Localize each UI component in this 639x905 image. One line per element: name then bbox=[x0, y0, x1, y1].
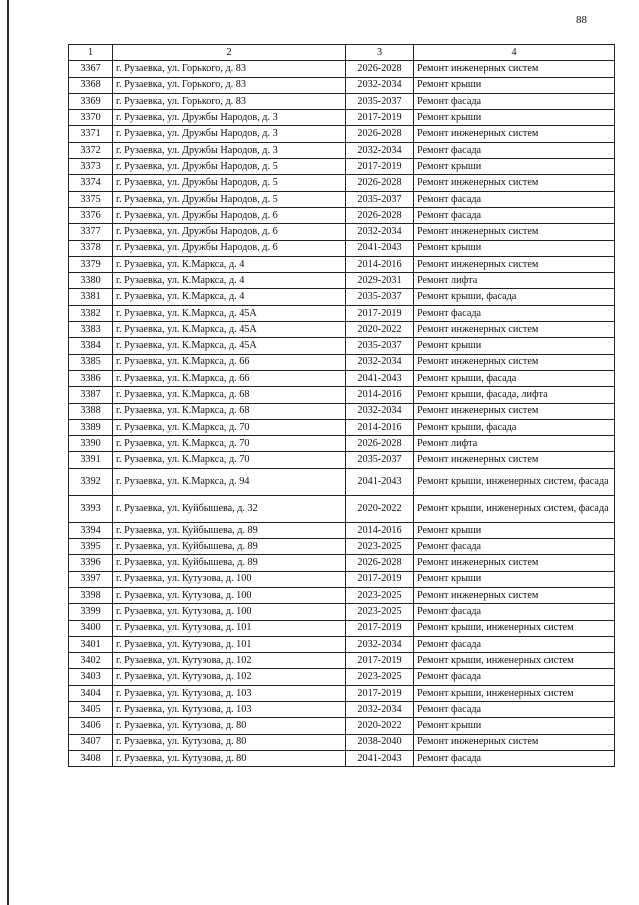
row-number-cell: 3381 bbox=[69, 289, 113, 305]
period-cell: 2026-2028 bbox=[346, 207, 414, 223]
period-cell: 2032-2034 bbox=[346, 403, 414, 419]
period-cell: 2017-2019 bbox=[346, 685, 414, 701]
table-row bbox=[69, 61, 615, 77]
table-row bbox=[69, 207, 615, 223]
table-row bbox=[69, 750, 615, 766]
work-type-cell: Ремонт фасада bbox=[414, 207, 615, 223]
work-type-cell: Ремонт лифта bbox=[414, 273, 615, 289]
table-row bbox=[69, 718, 615, 734]
period-cell: 2026-2028 bbox=[346, 61, 414, 77]
row-number-cell: 3375 bbox=[69, 191, 113, 207]
table-row bbox=[69, 587, 615, 603]
address-cell: г. Рузаевка, ул. Куйбышева, д. 32 bbox=[113, 495, 346, 522]
address-cell: г. Рузаевка, ул. К.Маркса, д. 4 bbox=[113, 256, 346, 272]
address-cell: г. Рузаевка, ул. Кутузова, д. 100 bbox=[113, 587, 346, 603]
work-type-cell: Ремонт инженерных систем bbox=[414, 322, 615, 338]
address-cell: г. Рузаевка, ул. Дружбы Народов, д. 3 bbox=[113, 110, 346, 126]
work-type-cell: Ремонт крыши, инженерных систем, фасада bbox=[414, 495, 615, 522]
table-row bbox=[69, 77, 615, 93]
period-cell: 2017-2019 bbox=[346, 620, 414, 636]
row-number-cell: 3402 bbox=[69, 653, 113, 669]
table-row bbox=[69, 734, 615, 750]
period-cell: 2023-2025 bbox=[346, 604, 414, 620]
table-header bbox=[69, 45, 615, 61]
period-cell: 2017-2019 bbox=[346, 305, 414, 321]
work-type-cell: Ремонт фасада bbox=[414, 636, 615, 652]
work-type-cell: Ремонт крыши, инженерных систем, фасада bbox=[414, 468, 615, 495]
address-cell: г. Рузаевка, ул. Дружбы Народов, д. 5 bbox=[113, 159, 346, 175]
work-type-cell: Ремонт крыши bbox=[414, 77, 615, 93]
period-cell: 2032-2034 bbox=[346, 701, 414, 717]
address-cell: г. Рузаевка, ул. К.Маркса, д. 45А bbox=[113, 338, 346, 354]
address-cell: г. Рузаевка, ул. Кутузова, д. 101 bbox=[113, 620, 346, 636]
table-row bbox=[69, 701, 615, 717]
period-cell: 2029-2031 bbox=[346, 273, 414, 289]
row-number-cell: 3395 bbox=[69, 539, 113, 555]
work-type-cell: Ремонт крыши, инженерных систем bbox=[414, 685, 615, 701]
period-cell: 2017-2019 bbox=[346, 159, 414, 175]
table-row bbox=[69, 620, 615, 636]
table-row bbox=[69, 322, 615, 338]
page-number: 88 bbox=[576, 14, 587, 26]
period-cell: 2014-2016 bbox=[346, 419, 414, 435]
row-number-cell: 3400 bbox=[69, 620, 113, 636]
work-type-cell: Ремонт инженерных систем bbox=[414, 175, 615, 191]
period-cell: 2035-2037 bbox=[346, 93, 414, 109]
row-number-cell: 3378 bbox=[69, 240, 113, 256]
period-cell: 2032-2034 bbox=[346, 636, 414, 652]
table-row bbox=[69, 669, 615, 685]
table-row bbox=[69, 305, 615, 321]
address-cell: г. Рузаевка, ул. Куйбышева, д. 89 bbox=[113, 555, 346, 571]
row-number-cell: 3371 bbox=[69, 126, 113, 142]
address-cell: г. Рузаевка, ул. Дружбы Народов, д. 6 bbox=[113, 207, 346, 223]
address-cell: г. Рузаевка, ул. К.Маркса, д. 45А bbox=[113, 305, 346, 321]
work-type-cell: Ремонт инженерных систем bbox=[414, 224, 615, 240]
repair-schedule-table bbox=[68, 44, 615, 767]
row-number-cell: 3408 bbox=[69, 750, 113, 766]
column-header: 3 bbox=[346, 45, 414, 61]
work-type-cell: Ремонт крыши bbox=[414, 718, 615, 734]
address-cell: г. Рузаевка, ул. Кутузова, д. 102 bbox=[113, 669, 346, 685]
row-number-cell: 3387 bbox=[69, 387, 113, 403]
work-type-cell: Ремонт инженерных систем bbox=[414, 403, 615, 419]
period-cell: 2026-2028 bbox=[346, 436, 414, 452]
table-row bbox=[69, 126, 615, 142]
address-cell: г. Рузаевка, ул. К.Маркса, д. 94 bbox=[113, 468, 346, 495]
period-cell: 2023-2025 bbox=[346, 539, 414, 555]
address-cell: г. Рузаевка, ул. К.Маркса, д. 4 bbox=[113, 289, 346, 305]
work-type-cell: Ремонт инженерных систем bbox=[414, 555, 615, 571]
period-cell: 2026-2028 bbox=[346, 555, 414, 571]
table-row bbox=[69, 354, 615, 370]
address-cell: г. Рузаевка, ул. Кутузова, д. 103 bbox=[113, 701, 346, 717]
work-type-cell: Ремонт крыши bbox=[414, 522, 615, 538]
row-number-cell: 3386 bbox=[69, 370, 113, 386]
address-cell: г. Рузаевка, ул. Куйбышева, д. 89 bbox=[113, 522, 346, 538]
row-number-cell: 3403 bbox=[69, 669, 113, 685]
work-type-cell: Ремонт инженерных систем bbox=[414, 734, 615, 750]
address-cell: г. Рузаевка, ул. К.Маркса, д. 45А bbox=[113, 322, 346, 338]
work-type-cell: Ремонт инженерных систем bbox=[414, 256, 615, 272]
row-number-cell: 3383 bbox=[69, 322, 113, 338]
table-row bbox=[69, 571, 615, 587]
work-type-cell: Ремонт фасада bbox=[414, 539, 615, 555]
work-type-cell: Ремонт инженерных систем bbox=[414, 126, 615, 142]
row-number-cell: 3372 bbox=[69, 142, 113, 158]
column-header: 2 bbox=[113, 45, 346, 61]
table-row bbox=[69, 338, 615, 354]
work-type-cell: Ремонт фасада bbox=[414, 604, 615, 620]
period-cell: 2038-2040 bbox=[346, 734, 414, 750]
table-row bbox=[69, 653, 615, 669]
table-row bbox=[69, 539, 615, 555]
address-cell: г. Рузаевка, ул. Кутузова, д. 80 bbox=[113, 750, 346, 766]
row-number-cell: 3391 bbox=[69, 452, 113, 468]
work-type-cell: Ремонт крыши, инженерных систем bbox=[414, 653, 615, 669]
column-header: 1 bbox=[69, 45, 113, 61]
table-row bbox=[69, 636, 615, 652]
work-type-cell: Ремонт крыши bbox=[414, 110, 615, 126]
work-type-cell: Ремонт инженерных систем bbox=[414, 452, 615, 468]
row-number-cell: 3385 bbox=[69, 354, 113, 370]
table-row bbox=[69, 256, 615, 272]
period-cell: 2032-2034 bbox=[346, 77, 414, 93]
page-edge-line bbox=[7, 0, 9, 905]
work-type-cell: Ремонт крыши bbox=[414, 240, 615, 256]
period-cell: 2023-2025 bbox=[346, 587, 414, 603]
period-cell: 2014-2016 bbox=[346, 256, 414, 272]
row-number-cell: 3405 bbox=[69, 701, 113, 717]
period-cell: 2014-2016 bbox=[346, 387, 414, 403]
address-cell: г. Рузаевка, ул. Дружбы Народов, д. 6 bbox=[113, 240, 346, 256]
address-cell: г. Рузаевка, ул. Кутузова, д. 103 bbox=[113, 685, 346, 701]
period-cell: 2032-2034 bbox=[346, 142, 414, 158]
table-row bbox=[69, 142, 615, 158]
table-row bbox=[69, 370, 615, 386]
row-number-cell: 3382 bbox=[69, 305, 113, 321]
work-type-cell: Ремонт крыши bbox=[414, 338, 615, 354]
row-number-cell: 3394 bbox=[69, 522, 113, 538]
row-number-cell: 3397 bbox=[69, 571, 113, 587]
table-row bbox=[69, 604, 615, 620]
row-number-cell: 3396 bbox=[69, 555, 113, 571]
address-cell: г. Рузаевка, ул. Кутузова, д. 100 bbox=[113, 571, 346, 587]
row-number-cell: 3368 bbox=[69, 77, 113, 93]
row-number-cell: 3389 bbox=[69, 419, 113, 435]
table-row bbox=[69, 522, 615, 538]
period-cell: 2017-2019 bbox=[346, 571, 414, 587]
table-row bbox=[69, 452, 615, 468]
table-row bbox=[69, 436, 615, 452]
row-number-cell: 3373 bbox=[69, 159, 113, 175]
address-cell: г. Рузаевка, ул. К.Маркса, д. 70 bbox=[113, 419, 346, 435]
address-cell: г. Рузаевка, ул. Кутузова, д. 102 bbox=[113, 653, 346, 669]
address-cell: г. Рузаевка, ул. Кутузова, д. 80 bbox=[113, 718, 346, 734]
period-cell: 2017-2019 bbox=[346, 110, 414, 126]
table-row bbox=[69, 387, 615, 403]
row-number-cell: 3379 bbox=[69, 256, 113, 272]
row-number-cell: 3376 bbox=[69, 207, 113, 223]
work-type-cell: Ремонт крыши, фасада bbox=[414, 289, 615, 305]
row-number-cell: 3374 bbox=[69, 175, 113, 191]
address-cell: г. Рузаевка, ул. К.Маркса, д. 68 bbox=[113, 387, 346, 403]
table-row bbox=[69, 419, 615, 435]
address-cell: г. Рузаевка, ул. К.Маркса, д. 66 bbox=[113, 370, 346, 386]
row-number-cell: 3369 bbox=[69, 93, 113, 109]
work-type-cell: Ремонт фасада bbox=[414, 750, 615, 766]
row-number-cell: 3407 bbox=[69, 734, 113, 750]
work-type-cell: Ремонт фасада bbox=[414, 93, 615, 109]
table-body bbox=[69, 61, 615, 767]
address-cell: г. Рузаевка, ул. К.Маркса, д. 66 bbox=[113, 354, 346, 370]
row-number-cell: 3390 bbox=[69, 436, 113, 452]
work-type-cell: Ремонт крыши, фасада, лифта bbox=[414, 387, 615, 403]
work-type-cell: Ремонт фасада bbox=[414, 191, 615, 207]
row-number-cell: 3398 bbox=[69, 587, 113, 603]
row-number-cell: 3401 bbox=[69, 636, 113, 652]
row-number-cell: 3370 bbox=[69, 110, 113, 126]
table-row bbox=[69, 289, 615, 305]
table-row bbox=[69, 110, 615, 126]
work-type-cell: Ремонт фасада bbox=[414, 142, 615, 158]
row-number-cell: 3399 bbox=[69, 604, 113, 620]
work-type-cell: Ремонт фасада bbox=[414, 669, 615, 685]
table-row bbox=[69, 403, 615, 419]
period-cell: 2023-2025 bbox=[346, 669, 414, 685]
work-type-cell: Ремонт инженерных систем bbox=[414, 354, 615, 370]
period-cell: 2041-2043 bbox=[346, 750, 414, 766]
period-cell: 2020-2022 bbox=[346, 718, 414, 734]
address-cell: г. Рузаевка, ул. Кутузова, д. 101 bbox=[113, 636, 346, 652]
address-cell: г. Рузаевка, ул. Куйбышева, д. 89 bbox=[113, 539, 346, 555]
row-number-cell: 3388 bbox=[69, 403, 113, 419]
row-number-cell: 3393 bbox=[69, 495, 113, 522]
work-type-cell: Ремонт инженерных систем bbox=[414, 61, 615, 77]
column-header: 4 bbox=[414, 45, 615, 61]
period-cell: 2035-2037 bbox=[346, 289, 414, 305]
address-cell: г. Рузаевка, ул. Дружбы Народов, д. 3 bbox=[113, 126, 346, 142]
period-cell: 2041-2043 bbox=[346, 370, 414, 386]
table-row bbox=[69, 240, 615, 256]
work-type-cell: Ремонт крыши, фасада bbox=[414, 370, 615, 386]
period-cell: 2041-2043 bbox=[346, 468, 414, 495]
row-number-cell: 3404 bbox=[69, 685, 113, 701]
address-cell: г. Рузаевка, ул. Дружбы Народов, д. 3 bbox=[113, 142, 346, 158]
period-cell: 2014-2016 bbox=[346, 522, 414, 538]
row-number-cell: 3392 bbox=[69, 468, 113, 495]
table-row bbox=[69, 685, 615, 701]
work-type-cell: Ремонт лифта bbox=[414, 436, 615, 452]
address-cell: г. Рузаевка, ул. Дружбы Народов, д. 5 bbox=[113, 191, 346, 207]
table-row bbox=[69, 175, 615, 191]
table-row bbox=[69, 191, 615, 207]
row-number-cell: 3406 bbox=[69, 718, 113, 734]
work-type-cell: Ремонт инженерных систем bbox=[414, 587, 615, 603]
address-cell: г. Рузаевка, ул. К.Маркса, д. 70 bbox=[113, 436, 346, 452]
table-row bbox=[69, 93, 615, 109]
table-row bbox=[69, 495, 615, 522]
row-number-cell: 3377 bbox=[69, 224, 113, 240]
address-cell: г. Рузаевка, ул. Горького, д. 83 bbox=[113, 93, 346, 109]
table-row bbox=[69, 224, 615, 240]
period-cell: 2032-2034 bbox=[346, 224, 414, 240]
period-cell: 2026-2028 bbox=[346, 126, 414, 142]
table-row bbox=[69, 555, 615, 571]
work-type-cell: Ремонт крыши, инженерных систем bbox=[414, 620, 615, 636]
address-cell: г. Рузаевка, ул. К.Маркса, д. 70 bbox=[113, 452, 346, 468]
period-cell: 2035-2037 bbox=[346, 191, 414, 207]
address-cell: г. Рузаевка, ул. К.Маркса, д. 4 bbox=[113, 273, 346, 289]
period-cell: 2020-2022 bbox=[346, 322, 414, 338]
address-cell: г. Рузаевка, ул. Дружбы Народов, д. 5 bbox=[113, 175, 346, 191]
period-cell: 2035-2037 bbox=[346, 452, 414, 468]
address-cell: г. Рузаевка, ул. Дружбы Народов, д. 6 bbox=[113, 224, 346, 240]
period-cell: 2020-2022 bbox=[346, 495, 414, 522]
table-row bbox=[69, 468, 615, 495]
address-cell: г. Рузаевка, ул. Горького, д. 83 bbox=[113, 77, 346, 93]
address-cell: г. Рузаевка, ул. Кутузова, д. 80 bbox=[113, 734, 346, 750]
row-number-cell: 3367 bbox=[69, 61, 113, 77]
period-cell: 2026-2028 bbox=[346, 175, 414, 191]
work-type-cell: Ремонт крыши, фасада bbox=[414, 419, 615, 435]
work-type-cell: Ремонт крыши bbox=[414, 159, 615, 175]
period-cell: 2032-2034 bbox=[346, 354, 414, 370]
address-cell: г. Рузаевка, ул. К.Маркса, д. 68 bbox=[113, 403, 346, 419]
period-cell: 2041-2043 bbox=[346, 240, 414, 256]
period-cell: 2017-2019 bbox=[346, 653, 414, 669]
row-number-cell: 3384 bbox=[69, 338, 113, 354]
work-type-cell: Ремонт крыши bbox=[414, 571, 615, 587]
period-cell: 2035-2037 bbox=[346, 338, 414, 354]
table-row bbox=[69, 273, 615, 289]
address-cell: г. Рузаевка, ул. Горького, д. 83 bbox=[113, 61, 346, 77]
work-type-cell: Ремонт фасада bbox=[414, 305, 615, 321]
table-row bbox=[69, 159, 615, 175]
address-cell: г. Рузаевка, ул. Кутузова, д. 100 bbox=[113, 604, 346, 620]
row-number-cell: 3380 bbox=[69, 273, 113, 289]
work-type-cell: Ремонт фасада bbox=[414, 701, 615, 717]
